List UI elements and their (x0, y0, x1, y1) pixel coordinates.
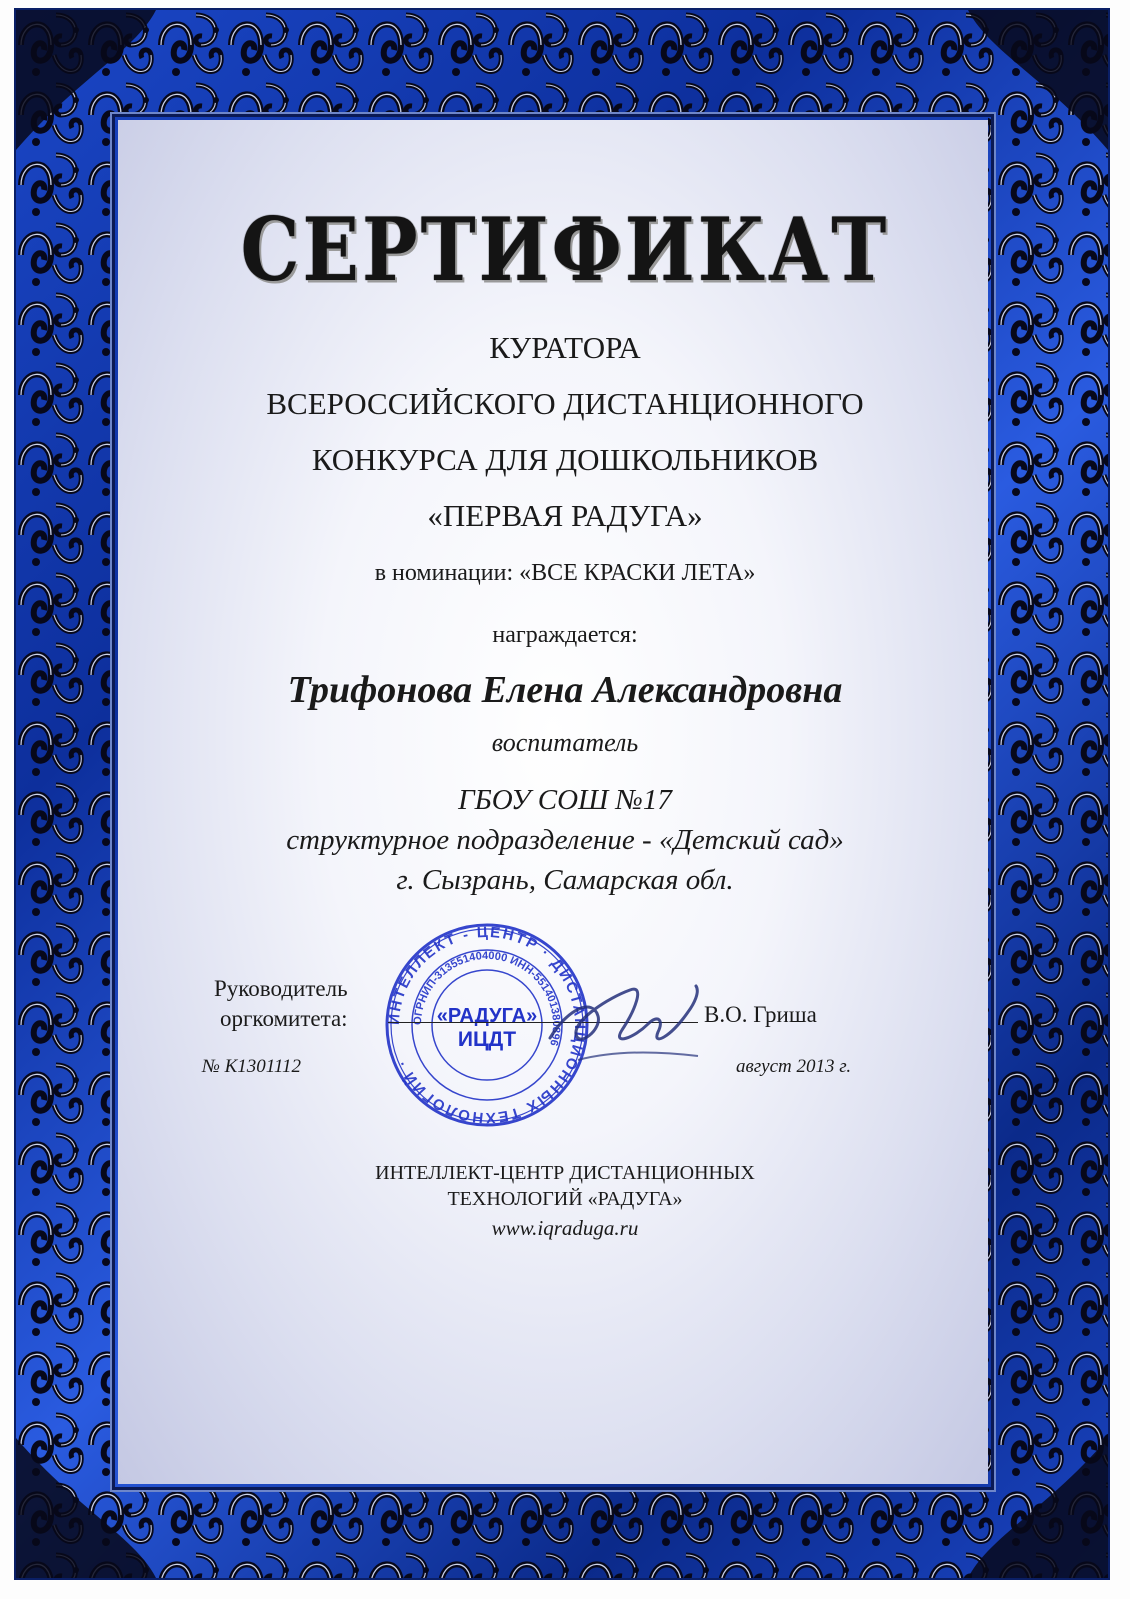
stamp-outer-text: ИНТЕЛЛЕКТ - ЦЕНТР · ДИСТАНЦИОННЫХ ТЕХНОЛОГИЙ · (385, 923, 589, 1127)
heading-line-2: ВСЕРОССИЙСКОГО ДИСТАНЦИОННОГО (266, 386, 864, 421)
recipient-name: Трифонова Елена Александровна (287, 669, 843, 711)
footer-line-1: ИНТЕЛЛЕКТ-ЦЕНТР ДИСТАНЦИОННЫХ (375, 1162, 755, 1184)
heading-line-3: КОНКУРСА ДЛЯ ДОШКОЛЬНИКОВ (311, 442, 819, 477)
heading-line-1: КУРАТОРА (489, 330, 641, 365)
head-of-committee-label (190, 974, 348, 1034)
handwritten-signature (538, 968, 708, 1078)
certificate-number: № К1301112 (202, 1056, 301, 1077)
nomination-text: в номинации: «ВСЕ КРАСКИ ЛЕТА» (374, 560, 756, 586)
heading-line-4: «ПЕРВАЯ РАДУГА» (427, 498, 703, 533)
footer-line-2: ТЕХНОЛОГИЙ «РАДУГА» (447, 1188, 683, 1210)
stamp-center-bottom: ИЦДТ (457, 1028, 517, 1051)
organization-line-2: структурное подразделение - «Детский сад» (286, 824, 844, 856)
role-line-2: оргкомитета: (220, 1006, 348, 1031)
issue-date: август 2013 г. (736, 1056, 852, 1077)
stamp-ogrn-text: ОГРНИП-313551404000 ИНН-551401380896 (411, 949, 563, 1048)
awarded-text: награждается: (492, 622, 638, 648)
recipient-position: воспитатель (491, 728, 639, 757)
role-line-1: Руководитель (213, 976, 348, 1001)
stamp-center-top: «РАДУГА» (436, 1005, 538, 1027)
organization-line-1: ГБОУ СОШ №17 (458, 784, 672, 816)
organization-line-3: г. Сызрань, Самарская обл. (396, 864, 734, 896)
website-link[interactable]: www.iqraduga.ru (491, 1216, 639, 1240)
signer-name: В.О. Гриша (704, 1002, 817, 1027)
certificate-title: СЕРТИФИКАТ (240, 200, 890, 302)
